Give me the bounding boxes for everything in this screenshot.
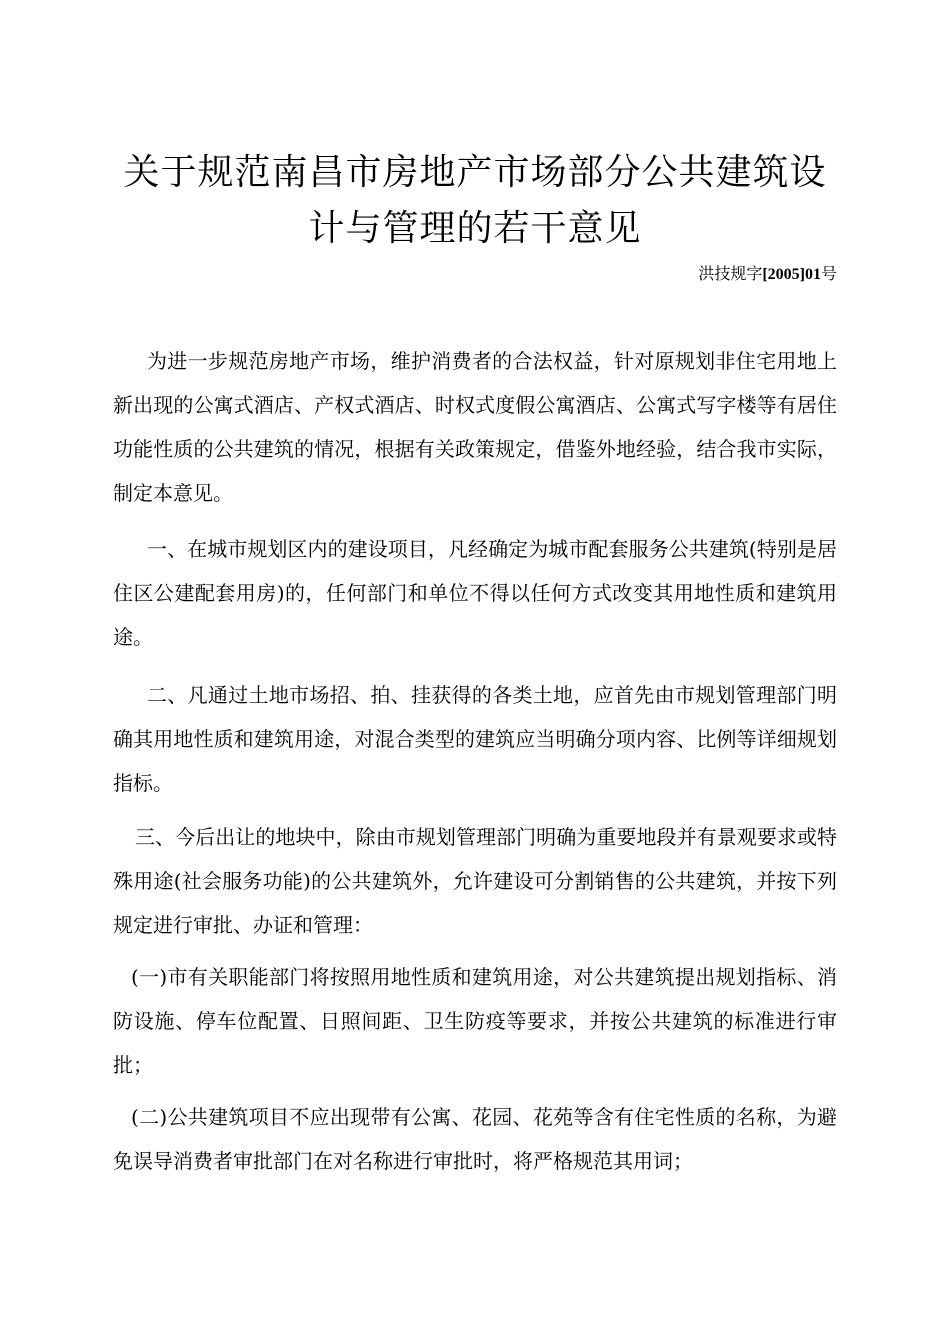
clause-2-paragraph: 二、凡通过土地市场招、拍、挂获得的各类土地，应首先由市规划管理部门明确其用地性质和建筑用途，对混合类型的建筑应当明确分项内容、比例等详细规划指标。 — [113, 683, 837, 795]
document-number-prefix: 洪技规字 — [698, 264, 763, 283]
clause-3-paragraph: 三、今后出让的地块中，除由市规划管理部门明确为重要地段并有景观要求或特殊用途(社会服务功能)的公共建筑外，允许建设可分割销售的公共建筑，并按下列规定进行审批、办证和管理： — [113, 825, 837, 937]
clause-3-item-2-paragraph: (二)公共建筑项目不应出现带有公寓、花园、花苑等含有住宅性质的名称，为避免误导消费者审批部门在对名称进行审批时，将严格规范其用词； — [113, 1105, 837, 1173]
intro-paragraph: 为进一步规范房地产市场，维护消费者的合法权益，针对原规划非住宅用地上新出现的公寓式酒店、产权式酒店、时权式度假公寓酒店、公寓式写字楼等有居住功能性质的公共建筑的情况，根据有关政策规定，借鉴外地经验，结合我市实际，制定本意见。 — [113, 349, 837, 505]
document-body — [113, 339, 837, 1191]
clause-1-paragraph: 一、在城市规划区内的建设项目，凡经确定为城市配套服务公共建筑(特别是居住区公建配套用房)的，任何部门和单位不得以任何方式改变其用地性质和建筑用途。 — [113, 537, 837, 649]
document-number-code: [2005]01 — [762, 266, 821, 283]
document-number — [698, 262, 837, 287]
document-title: 关于规范南昌市房地产市场部分公共建筑设计与管理的若干意见 — [123, 152, 827, 249]
document-number-suffix: 号 — [820, 264, 837, 283]
clause-3-item-1-paragraph: (一)市有关职能部门将按照用地性质和建筑用途，对公共建筑提出规划指标、消防设施、停车位配置、日照间距、卫生防疫等要求，并按公共建筑的标准进行审批； — [113, 965, 837, 1077]
